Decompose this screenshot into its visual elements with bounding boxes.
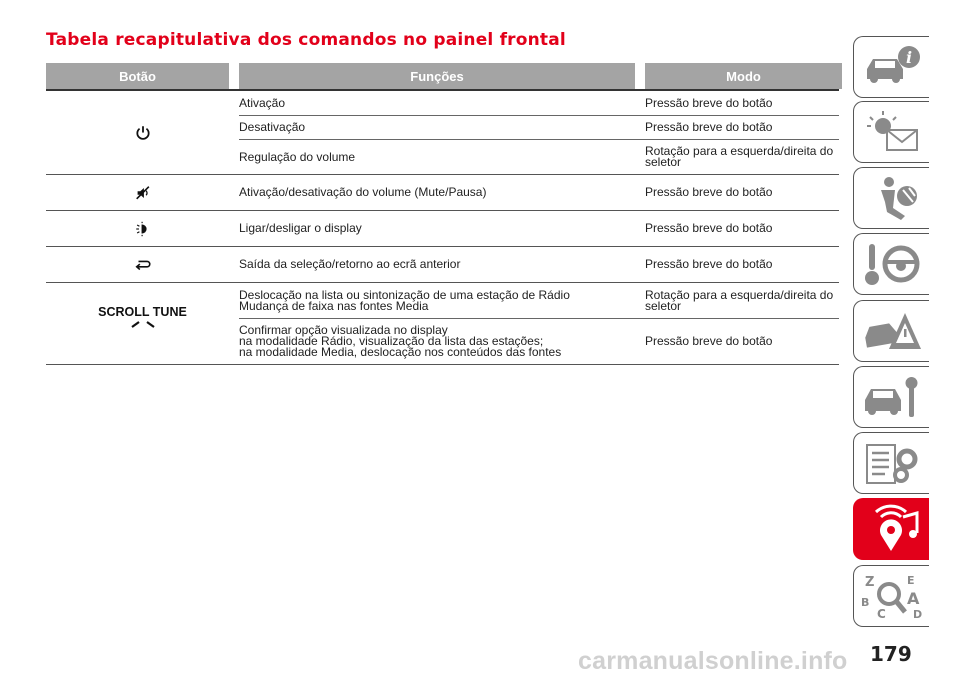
mode-text: Pressão breve do botão (645, 221, 773, 235)
table-row (239, 139, 839, 174)
watermark: carmanualsonline.info (578, 647, 848, 675)
function-text: Confirmar opção visualizada no display na modalidade Rádio, visualização da lista das estações; na modalidade Media, deslocação nos conteúdos das fontes (239, 323, 562, 359)
table-group-back (46, 247, 839, 283)
table-row (239, 175, 839, 210)
commands-table (46, 63, 839, 365)
mode-text: Pressão breve do botão (645, 120, 773, 134)
car-info-icon (859, 41, 925, 93)
table-group-scroll-tune (46, 283, 839, 365)
header-mode: Modo (645, 63, 842, 89)
table-group-power (46, 91, 839, 175)
mode-text: Pressão breve do botão (645, 185, 773, 199)
svg-text:B: B (860, 596, 869, 609)
button-cell (46, 175, 239, 210)
mode-text: Rotação para a esquerda/direita do seletor (645, 144, 834, 169)
function-text: Deslocação na lista ou sintonização de uma estação de Rádio Mudança de faixa nas fontes Media (239, 287, 570, 313)
svg-text:D: D (912, 608, 922, 621)
svg-text:A: A (906, 589, 919, 608)
table-row (239, 283, 839, 318)
sidebar-tab-maintenance[interactable] (853, 366, 929, 428)
button-cell (46, 211, 239, 246)
car-breakdown-triangle-icon (859, 305, 925, 357)
page-number: 179 (870, 642, 912, 666)
key-steering-wheel-icon (859, 238, 925, 290)
function-text: Ligar/desligar o display (239, 221, 362, 235)
car-maintenance-icon (859, 371, 925, 423)
mute-icon (134, 184, 152, 202)
function-text: Ativação/desativação do volume (Mute/Pausa) (239, 185, 487, 199)
svg-text:i: i (905, 48, 912, 67)
header-button: Botão (46, 63, 229, 89)
svg-text:E: E (906, 574, 915, 587)
sidebar-tab-car-info[interactable] (853, 36, 929, 98)
sidebar-tab-safety[interactable] (853, 167, 929, 229)
back-arrow-icon (134, 256, 152, 274)
scroll-tune-label: SCROLL TUNE (98, 305, 187, 319)
sidebar-tab-multimedia[interactable] (853, 498, 929, 560)
display-toggle-icon (134, 220, 152, 238)
mode-text: Pressão breve do botão (645, 257, 773, 271)
mode-text: Pressão breve do botão (645, 95, 773, 110)
warning-lights-message-icon (859, 106, 925, 158)
table-row (239, 247, 839, 282)
function-text: Saída da seleção/retorno ao ecrã anterior (239, 257, 461, 271)
table-header (46, 63, 839, 89)
function-text: Ativação (239, 95, 286, 110)
table-row (239, 91, 839, 115)
header-functions: Funções (239, 63, 635, 89)
function-text: Desativação (239, 120, 306, 134)
table-row (239, 115, 839, 139)
sidebar-tab-warning-lights[interactable] (853, 101, 929, 163)
specifications-gears-icon (859, 437, 925, 489)
sidebar-tab-specifications[interactable] (853, 432, 929, 494)
svg-text:C: C (876, 607, 886, 621)
function-text: Regulação do volume (239, 149, 356, 164)
table-row (239, 211, 839, 246)
sidebar-tab-emergency[interactable] (853, 300, 929, 362)
button-cell (46, 91, 239, 174)
sidebar-tab-starting-driving[interactable] (853, 233, 929, 295)
mode-text: Pressão breve do botão (645, 334, 773, 348)
button-cell (46, 283, 239, 364)
mode-text: Rotação para a esquerda/direita do seletor (645, 287, 834, 313)
sidebar-tab-index[interactable] (853, 565, 929, 627)
multimedia-icon (859, 503, 925, 555)
table-group-mute (46, 175, 839, 211)
rotary-knob-icon (130, 319, 156, 329)
power-icon (134, 124, 152, 142)
seat-airbag-icon (859, 172, 925, 224)
button-cell (46, 247, 239, 282)
alphabetical-index-icon (859, 570, 925, 622)
page-title: Tabela recapitulativa dos comandos no painel frontal (46, 30, 566, 50)
svg-text:Z: Z (864, 575, 874, 590)
table-row (239, 318, 839, 364)
table-group-display (46, 211, 839, 247)
